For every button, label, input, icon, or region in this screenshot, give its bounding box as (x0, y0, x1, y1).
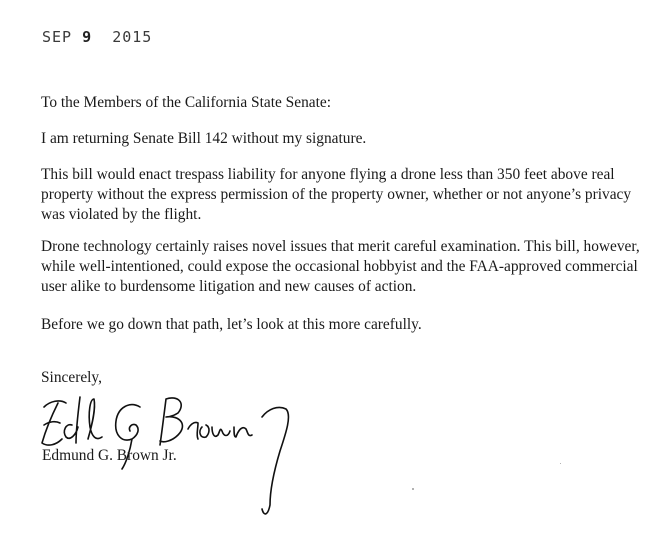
paragraph-bill-summary: This bill would enact trespass liability for anyone flying a drone less than 350 feet above real property without the express permission of the property owner, whether or not anyone’s privacy was violated by the flight. (41, 166, 632, 223)
paragraph-drone-technology: Drone technology certainly raises novel issues that merit careful examination. This bill, however, while well-intentioned, could expose the occasional hobbyist and the FAA-approved commercial user alike to burdensome litigation and new causes of action. (41, 238, 640, 295)
date-stamp (42, 28, 152, 46)
salutation: To the Members of the California State Senate: (41, 94, 331, 111)
paper-speck (412, 488, 414, 490)
paragraph-return-notice: I am returning Senate Bill 142 without my signature. (41, 130, 367, 147)
paragraph-conclusion: Before we go down that path, let’s look at this more carefully. (41, 316, 422, 333)
date-day: 9 (82, 28, 93, 46)
paper-speck (560, 463, 561, 464)
date-month: SEP (42, 28, 73, 46)
date-year: 2015 (112, 28, 153, 46)
signer-name: Edmund G. Brown Jr. (42, 447, 177, 464)
closing: Sincerely, (41, 369, 102, 386)
handwritten-signature (30, 385, 310, 525)
